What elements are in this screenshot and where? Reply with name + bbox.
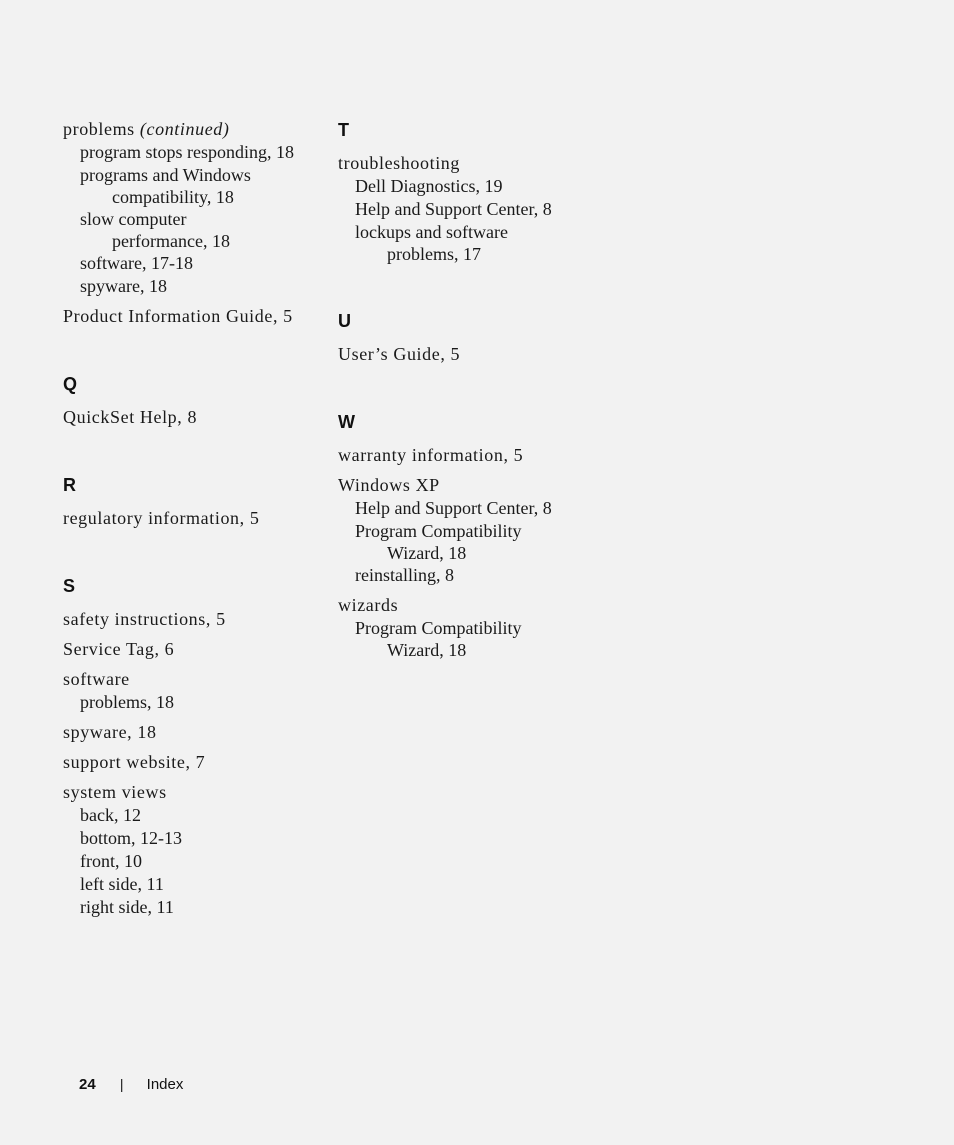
subentry-continuation: problems, 17: [387, 244, 481, 264]
index-term: wizards: [338, 595, 399, 615]
index-entry: QuickSet Help, 8: [63, 407, 198, 427]
index-entry: safety instructions, 5: [63, 609, 226, 629]
index-subentry: front, 10: [80, 851, 142, 871]
subentry-continuation: performance, 18: [112, 231, 230, 251]
index-entry: Product Information Guide, 5: [63, 306, 293, 326]
index-subentry: [338, 617, 608, 661]
footer-section-title: Index: [146, 1076, 184, 1093]
index-entry-problems-continued: [63, 118, 333, 298]
subentry-text: lockups and software: [355, 222, 508, 242]
index-subentry: [63, 164, 333, 208]
subentry-text: programs and Windows: [80, 165, 251, 185]
index-entry-system-views: [63, 781, 333, 919]
section-letter-s: S: [63, 576, 76, 596]
subentry-text: Program Compatibility: [355, 618, 522, 638]
index-subentry: software, 17-18: [80, 253, 193, 273]
section-letter-t: T: [338, 120, 349, 140]
subentry-continuation: Wizard, 18: [387, 543, 467, 563]
footer-separator: |: [119, 1076, 124, 1092]
index-subentry: Dell Diagnostics, 19: [355, 176, 503, 196]
index-subentry: [63, 208, 333, 252]
index-entry-wizards: [338, 594, 608, 661]
continued-label: (continued): [139, 119, 230, 139]
index-entry: spyware, 18: [63, 722, 157, 742]
index-column-left: [63, 118, 333, 926]
index-subentry: [338, 221, 608, 265]
index-entry: support website, 7: [63, 752, 206, 772]
index-subentry: left side, 11: [80, 874, 164, 894]
index-entry: User’s Guide, 5: [338, 344, 461, 364]
page-footer: [79, 1076, 183, 1093]
subentry-continuation: compatibility, 18: [112, 187, 234, 207]
subentry-text: slow computer: [80, 209, 187, 229]
index-subentry: reinstalling, 8: [355, 565, 454, 585]
section-letter-u: U: [338, 311, 351, 331]
index-entry-software: [63, 668, 333, 714]
index-entry: Service Tag, 6: [63, 639, 175, 659]
index-term: system views: [63, 782, 167, 802]
index-term: problems: [63, 119, 135, 139]
section-letter-q: Q: [63, 374, 78, 394]
index-entry: warranty information, 5: [338, 445, 524, 465]
index-subentry: right side, 11: [80, 897, 174, 917]
section-letter-r: R: [63, 475, 76, 495]
index-subentry: Help and Support Center, 8: [355, 498, 552, 518]
subentry-continuation: Wizard, 18: [387, 640, 467, 660]
index-term: Windows XP: [338, 475, 440, 495]
index-subentry: Help and Support Center, 8: [355, 199, 552, 219]
index-entry-windows-xp: [338, 474, 608, 587]
index-column-right: [338, 118, 608, 668]
index-term: software: [63, 669, 130, 689]
index-subentry: problems, 18: [80, 692, 174, 712]
subentry-text: Program Compatibility: [355, 521, 522, 541]
index-entry-troubleshooting: [338, 152, 608, 265]
index-term: troubleshooting: [338, 153, 460, 173]
index-subentry: [338, 520, 608, 564]
index-subentry: bottom, 12-13: [80, 828, 182, 848]
index-subentry: back, 12: [80, 805, 141, 825]
section-letter-w: W: [338, 412, 355, 432]
index-entry: regulatory information, 5: [63, 508, 260, 528]
page-number: 24: [79, 1076, 96, 1093]
index-subentry: spyware, 18: [80, 276, 167, 296]
index-subentry: program stops responding, 18: [80, 142, 294, 162]
